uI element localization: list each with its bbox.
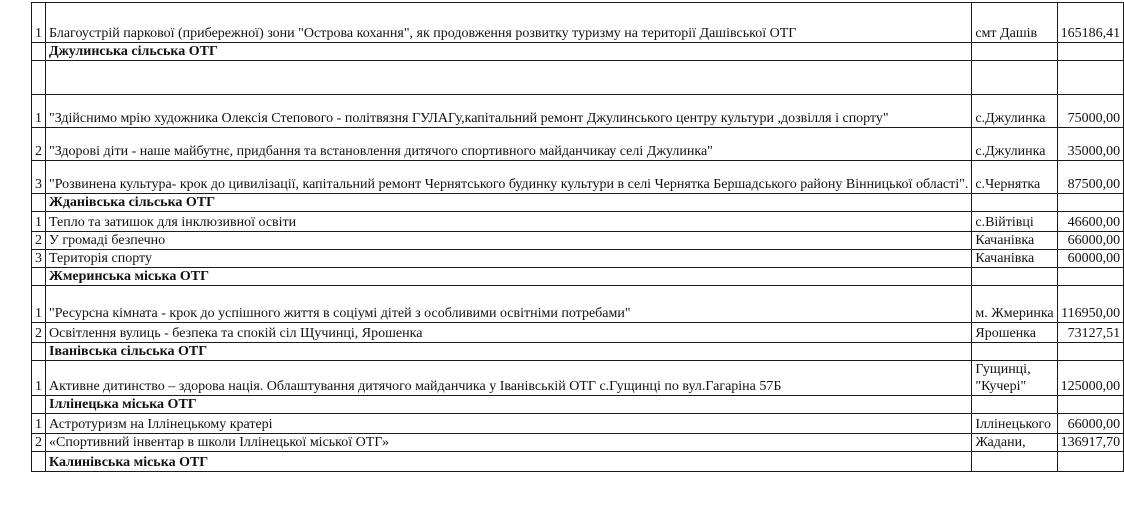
project-amount: 87500,00 xyxy=(1057,161,1124,194)
project-location: Качанівка xyxy=(972,250,1057,268)
project-location: Іллінецького xyxy=(972,414,1057,434)
project-title: "Ресурсна кімната - крок до успішного життя в соціумі дітей з особливими освітніми потребами" xyxy=(46,286,972,323)
row-number: 2 xyxy=(32,128,46,161)
project-title: "Розвинена культура- крок до цивилізації, капітальний ремонт Чернятського будинку культури в селі Чернятка Бершадського району Вінницької області". xyxy=(46,161,972,194)
project-title: Територія спорту xyxy=(46,250,972,268)
row-number: 1 xyxy=(32,3,46,43)
group-header-row xyxy=(32,396,1124,414)
table-row xyxy=(32,323,1124,343)
project-amount: 136917,70 xyxy=(1057,434,1124,452)
group-header-row xyxy=(32,452,1124,472)
row-number xyxy=(32,43,46,61)
project-amount xyxy=(1057,343,1124,361)
table-row xyxy=(32,250,1124,268)
row-number: 1 xyxy=(32,414,46,434)
table-row xyxy=(32,128,1124,161)
project-location: Гущинці, "Кучері" xyxy=(972,361,1057,396)
projects-table xyxy=(31,2,1124,472)
community-name: Іллінецька міська ОТГ xyxy=(46,396,972,414)
project-amount xyxy=(1057,452,1124,472)
row-number xyxy=(32,452,46,472)
project-amount: 35000,00 xyxy=(1057,128,1124,161)
project-amount: 125000,00 xyxy=(1057,361,1124,396)
project-title: Астротуризм на Іллінецькому кратері xyxy=(46,414,972,434)
project-location xyxy=(972,452,1057,472)
project-location: с.Чернятка xyxy=(972,161,1057,194)
project-amount xyxy=(1057,268,1124,286)
group-header-row xyxy=(32,194,1124,212)
project-title: "Здійснимо мрію художника Олексія Степового - політвязня ГУЛАГу,капітальний ремонт Джулинського центру культури ,дозвілля і спорту" xyxy=(46,95,972,128)
row-number xyxy=(32,61,46,95)
row-number: 1 xyxy=(32,286,46,323)
project-location xyxy=(972,343,1057,361)
spacer-row xyxy=(32,61,1124,95)
project-location: смт Дашів xyxy=(972,3,1057,43)
project-location xyxy=(972,61,1057,95)
group-header-row xyxy=(32,268,1124,286)
project-location: с.Джулинка xyxy=(972,95,1057,128)
project-title: Тепло та затишок для інклюзивної освіти xyxy=(46,212,972,232)
project-location: с.Війтівці xyxy=(972,212,1057,232)
project-title: Освітлення вулиць - безпека та спокій сіл Щучинці, Ярошенка xyxy=(46,323,972,343)
project-title xyxy=(46,61,972,95)
project-location xyxy=(972,194,1057,212)
project-amount xyxy=(1057,43,1124,61)
row-number: 3 xyxy=(32,161,46,194)
table-row xyxy=(32,434,1124,452)
community-name: Іванівська сільська ОТГ xyxy=(46,343,972,361)
row-number: 2 xyxy=(32,323,46,343)
project-location: с.Джулинка xyxy=(972,128,1057,161)
project-title: "Здорові діти - наше майбутнє, придбання та встановлення дитячого спортивного майданчикау селі Джулинка" xyxy=(46,128,972,161)
community-name: Джулинська сільська ОТГ xyxy=(46,43,972,61)
project-amount: 46600,00 xyxy=(1057,212,1124,232)
project-amount: 75000,00 xyxy=(1057,95,1124,128)
project-amount xyxy=(1057,194,1124,212)
table-row xyxy=(32,212,1124,232)
row-number: 3 xyxy=(32,250,46,268)
project-title: «Спортивний інвентар в школи Іллінецької міської ОТГ» xyxy=(46,434,972,452)
project-amount: 66000,00 xyxy=(1057,232,1124,250)
project-location xyxy=(972,43,1057,61)
project-location: м. Жмеринка xyxy=(972,286,1057,323)
community-name: Жмеринська міська ОТГ xyxy=(46,268,972,286)
table-row xyxy=(32,232,1124,250)
project-location: Качанівка xyxy=(972,232,1057,250)
row-number xyxy=(32,396,46,414)
community-name: Калинівська міська ОТГ xyxy=(46,452,972,472)
project-amount: 73127,51 xyxy=(1057,323,1124,343)
project-location xyxy=(972,268,1057,286)
project-amount: 66000,00 xyxy=(1057,414,1124,434)
table-row xyxy=(32,161,1124,194)
project-amount: 60000,00 xyxy=(1057,250,1124,268)
row-number xyxy=(32,268,46,286)
project-amount: 116950,00 xyxy=(1057,286,1124,323)
project-amount xyxy=(1057,396,1124,414)
project-amount: 165186,41 xyxy=(1057,3,1124,43)
project-amount xyxy=(1057,61,1124,95)
project-location: Жадани, xyxy=(972,434,1057,452)
row-number: 2 xyxy=(32,232,46,250)
row-number xyxy=(32,194,46,212)
row-number: 1 xyxy=(32,361,46,396)
project-location: Ярошенка xyxy=(972,323,1057,343)
project-location xyxy=(972,396,1057,414)
table-row xyxy=(32,3,1124,43)
row-number: 1 xyxy=(32,212,46,232)
project-title: У громаді безпечно xyxy=(46,232,972,250)
table-row xyxy=(32,414,1124,434)
community-name: Жданівська сільська ОТГ xyxy=(46,194,972,212)
group-header-row xyxy=(32,43,1124,61)
project-title: Активне дитинство – здорова нація. Облаштування дитячого майданчика у Іванівській ОТГ с.Гущинці по вул.Гагаріна 57Б xyxy=(46,361,972,396)
group-header-row xyxy=(32,343,1124,361)
row-number: 1 xyxy=(32,95,46,128)
table-row xyxy=(32,95,1124,128)
table-row xyxy=(32,286,1124,323)
row-number xyxy=(32,343,46,361)
table-row xyxy=(32,361,1124,396)
row-number: 2 xyxy=(32,434,46,452)
project-title: Благоустрій паркової (прибережної) зони "Острова кохання", як продовження розвитку туризму на території Дашівської ОТГ xyxy=(46,3,972,43)
